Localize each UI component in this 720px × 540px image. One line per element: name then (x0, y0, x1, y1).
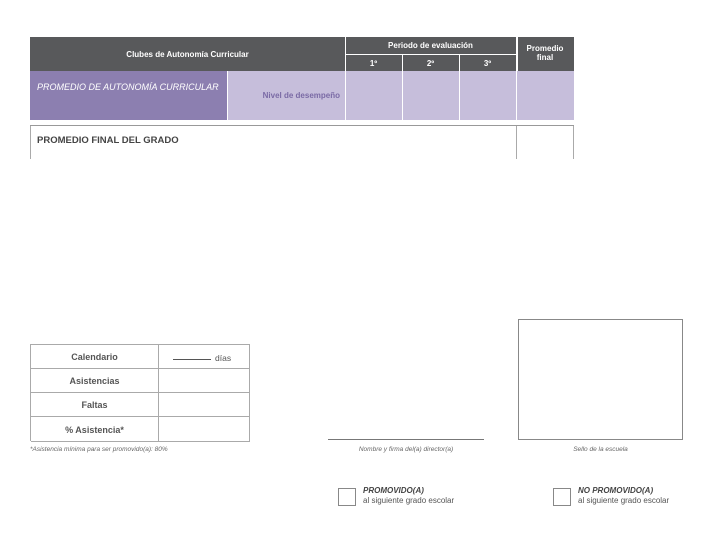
subject-header-label: Clubes de Autonomía Curricular (126, 49, 249, 59)
attendance-row-calendar (31, 345, 250, 369)
school-seal-label: Sello de la escuela (573, 446, 628, 453)
attendance-percent-label: % Asistencia* (65, 424, 124, 435)
attendance-row-percent (31, 417, 250, 442)
school-seal-box (518, 319, 683, 440)
final-header: Promedio final (526, 44, 564, 62)
autonomy-period-1-cell[interactable] (345, 71, 402, 120)
autonomy-final-cell[interactable] (516, 71, 574, 120)
director-signature-label: Nombre y firma del(a) director(a) (358, 446, 454, 453)
attendance-table (30, 344, 250, 441)
attendance-percent-field[interactable] (159, 417, 250, 442)
calendar-label: Calendario (71, 352, 118, 362)
grade-table (30, 37, 574, 158)
autonomy-average-label-cell (30, 71, 227, 120)
not-promoted-checkbox[interactable] (553, 488, 571, 506)
performance-level-cell (227, 71, 345, 120)
autonomy-period-2-cell[interactable] (402, 71, 459, 120)
period-2-header: 2º (426, 58, 435, 68)
assists-label: Asistencias (69, 376, 120, 386)
attendance-footnote: *Asistencia mínima para ser promovido(a): 80% (30, 446, 168, 453)
attendance-row-assists (31, 369, 250, 393)
promoted-title: PROMOVIDO(A) (363, 486, 424, 495)
assists-field[interactable] (159, 369, 250, 393)
days-label: días (215, 353, 232, 363)
period-1-header: 1º (369, 58, 378, 68)
subject-header (30, 37, 345, 71)
period-3-header: 3º (483, 58, 492, 68)
promoted-subtitle: al siguiente grado escolar (363, 496, 455, 505)
not-promoted-title: NO PROMOVIDO(A) (578, 486, 654, 495)
final-grade-cell[interactable] (517, 126, 573, 159)
promoted-checkbox[interactable] (338, 488, 356, 506)
final-grade-label: PROMEDIO FINAL DEL GRADO (37, 135, 179, 146)
autonomy-average-label: PROMEDIO DE AUTONOMÍA CURRICULAR (37, 82, 219, 92)
final-grade-row (30, 125, 574, 158)
absences-field[interactable] (159, 393, 250, 417)
period-header (345, 37, 516, 54)
performance-level-label: Nivel de desempeño (262, 91, 340, 100)
not-promoted-subtitle: al siguiente grado escolar (578, 496, 670, 505)
calendar-days-field[interactable] (173, 359, 211, 360)
absences-label: Faltas (81, 400, 108, 410)
period-header-label: Periodo de evaluación (388, 41, 473, 50)
autonomy-period-3-cell[interactable] (459, 71, 516, 120)
attendance-row-absences (31, 393, 250, 417)
director-signature-line[interactable] (328, 439, 484, 440)
